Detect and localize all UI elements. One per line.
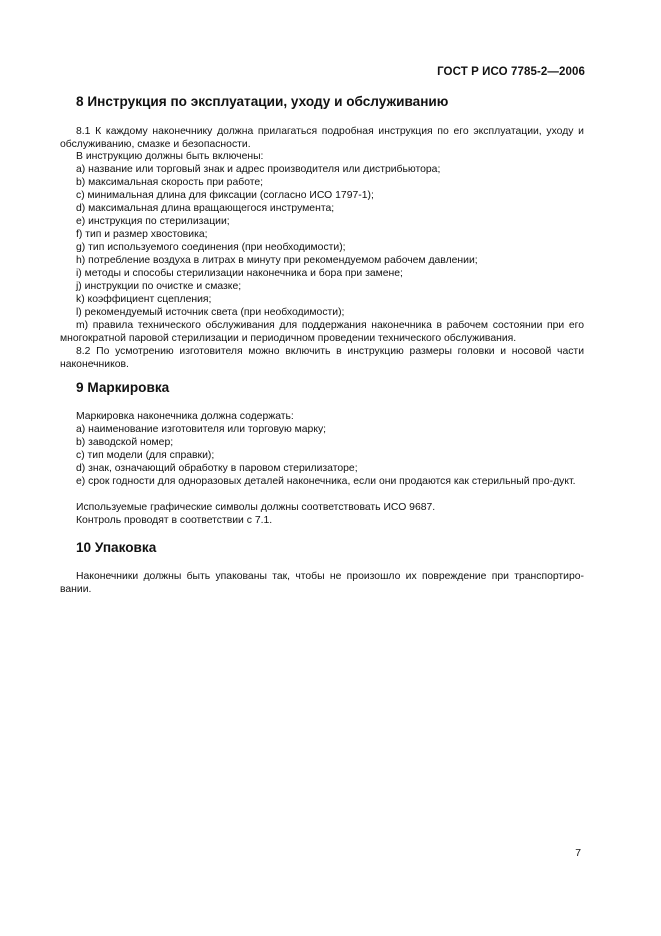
list-item: b) заводской номер; xyxy=(76,437,174,448)
list-item: b) максимальная скорость при работе; xyxy=(76,177,264,188)
list-item: l) рекомендуемый источник света (при необходимости); xyxy=(76,307,345,318)
list-item: f) тип и размер хвостовика; xyxy=(76,229,208,240)
list-item-e: e) срок годности для одноразовых деталей наконечника, если они продаются как стерильный про-дукт. xyxy=(76,476,576,487)
document-code: ГОСТ Р ИСО 7785-2—2006 xyxy=(437,66,585,78)
paragraph-8-2: 8.2 По усмотрению изготовителя можно включить в инструкцию размеры головки и носовой части наконечников. xyxy=(60,346,584,370)
page-number: 7 xyxy=(575,848,581,859)
section-9-intro: Маркировка наконечника должна содержать: xyxy=(76,411,294,422)
list-item: c) минимальная длина для фиксации (согласно ИСО 1797-1); xyxy=(76,190,374,201)
section-8-intro: В инструкцию должны быть включены: xyxy=(76,151,264,162)
control-note: Контроль проводят в соответствии с 7.1. xyxy=(76,515,273,526)
symbols-note: Используемые графические символы должны соответствовать ИСО 9687. xyxy=(76,502,436,513)
packaging-text: Наконечники должны быть упакованы так, чтобы не произошло их повреждение при транспортиро-вании. xyxy=(60,571,584,595)
section-10-title: 10 Упаковка xyxy=(76,540,157,555)
section-8-title: 8 Инструкция по эксплуатации, уходу и обслуживанию xyxy=(76,94,449,109)
paragraph-8-1: 8.1 К каждому наконечнику должна прилагаться подробная инструкция по его эксплуатации, уходу и обслуживанию, смазке и безопасности. xyxy=(60,126,584,150)
list-item: e) инструкция по стерилизации; xyxy=(76,216,230,227)
list-item-m: m) правила технического обслуживания для поддержания наконечника в рабочем состоянии при его многократной паровой стерилизации и периодичном проведении технического обслуживания. xyxy=(60,320,584,344)
list-item: d) знак, означающий обработку в паровом стерилизаторе; xyxy=(76,463,358,474)
list-item: a) наименование изготовителя или торговую марку; xyxy=(76,424,327,435)
section-9-title: 9 Маркировка xyxy=(76,380,170,395)
list-item: a) название или торговый знак и адрес производителя или дистрибьютора; xyxy=(76,164,441,175)
list-item: h) потребление воздуха в литрах в минуту при рекомендуемом рабочем давлении; xyxy=(76,255,478,266)
list-item: g) тип используемого соединения (при необходимости); xyxy=(76,242,346,253)
list-item: k) коэффициент сцепления; xyxy=(76,294,212,305)
list-item: c) тип модели (для справки); xyxy=(76,450,215,461)
list-item: i) методы и способы стерилизации наконечника и бора при замене; xyxy=(76,268,403,279)
list-item: j) инструкции по очистке и смазке; xyxy=(76,281,242,292)
list-item: d) максимальная длина вращающегося инструмента; xyxy=(76,203,335,214)
